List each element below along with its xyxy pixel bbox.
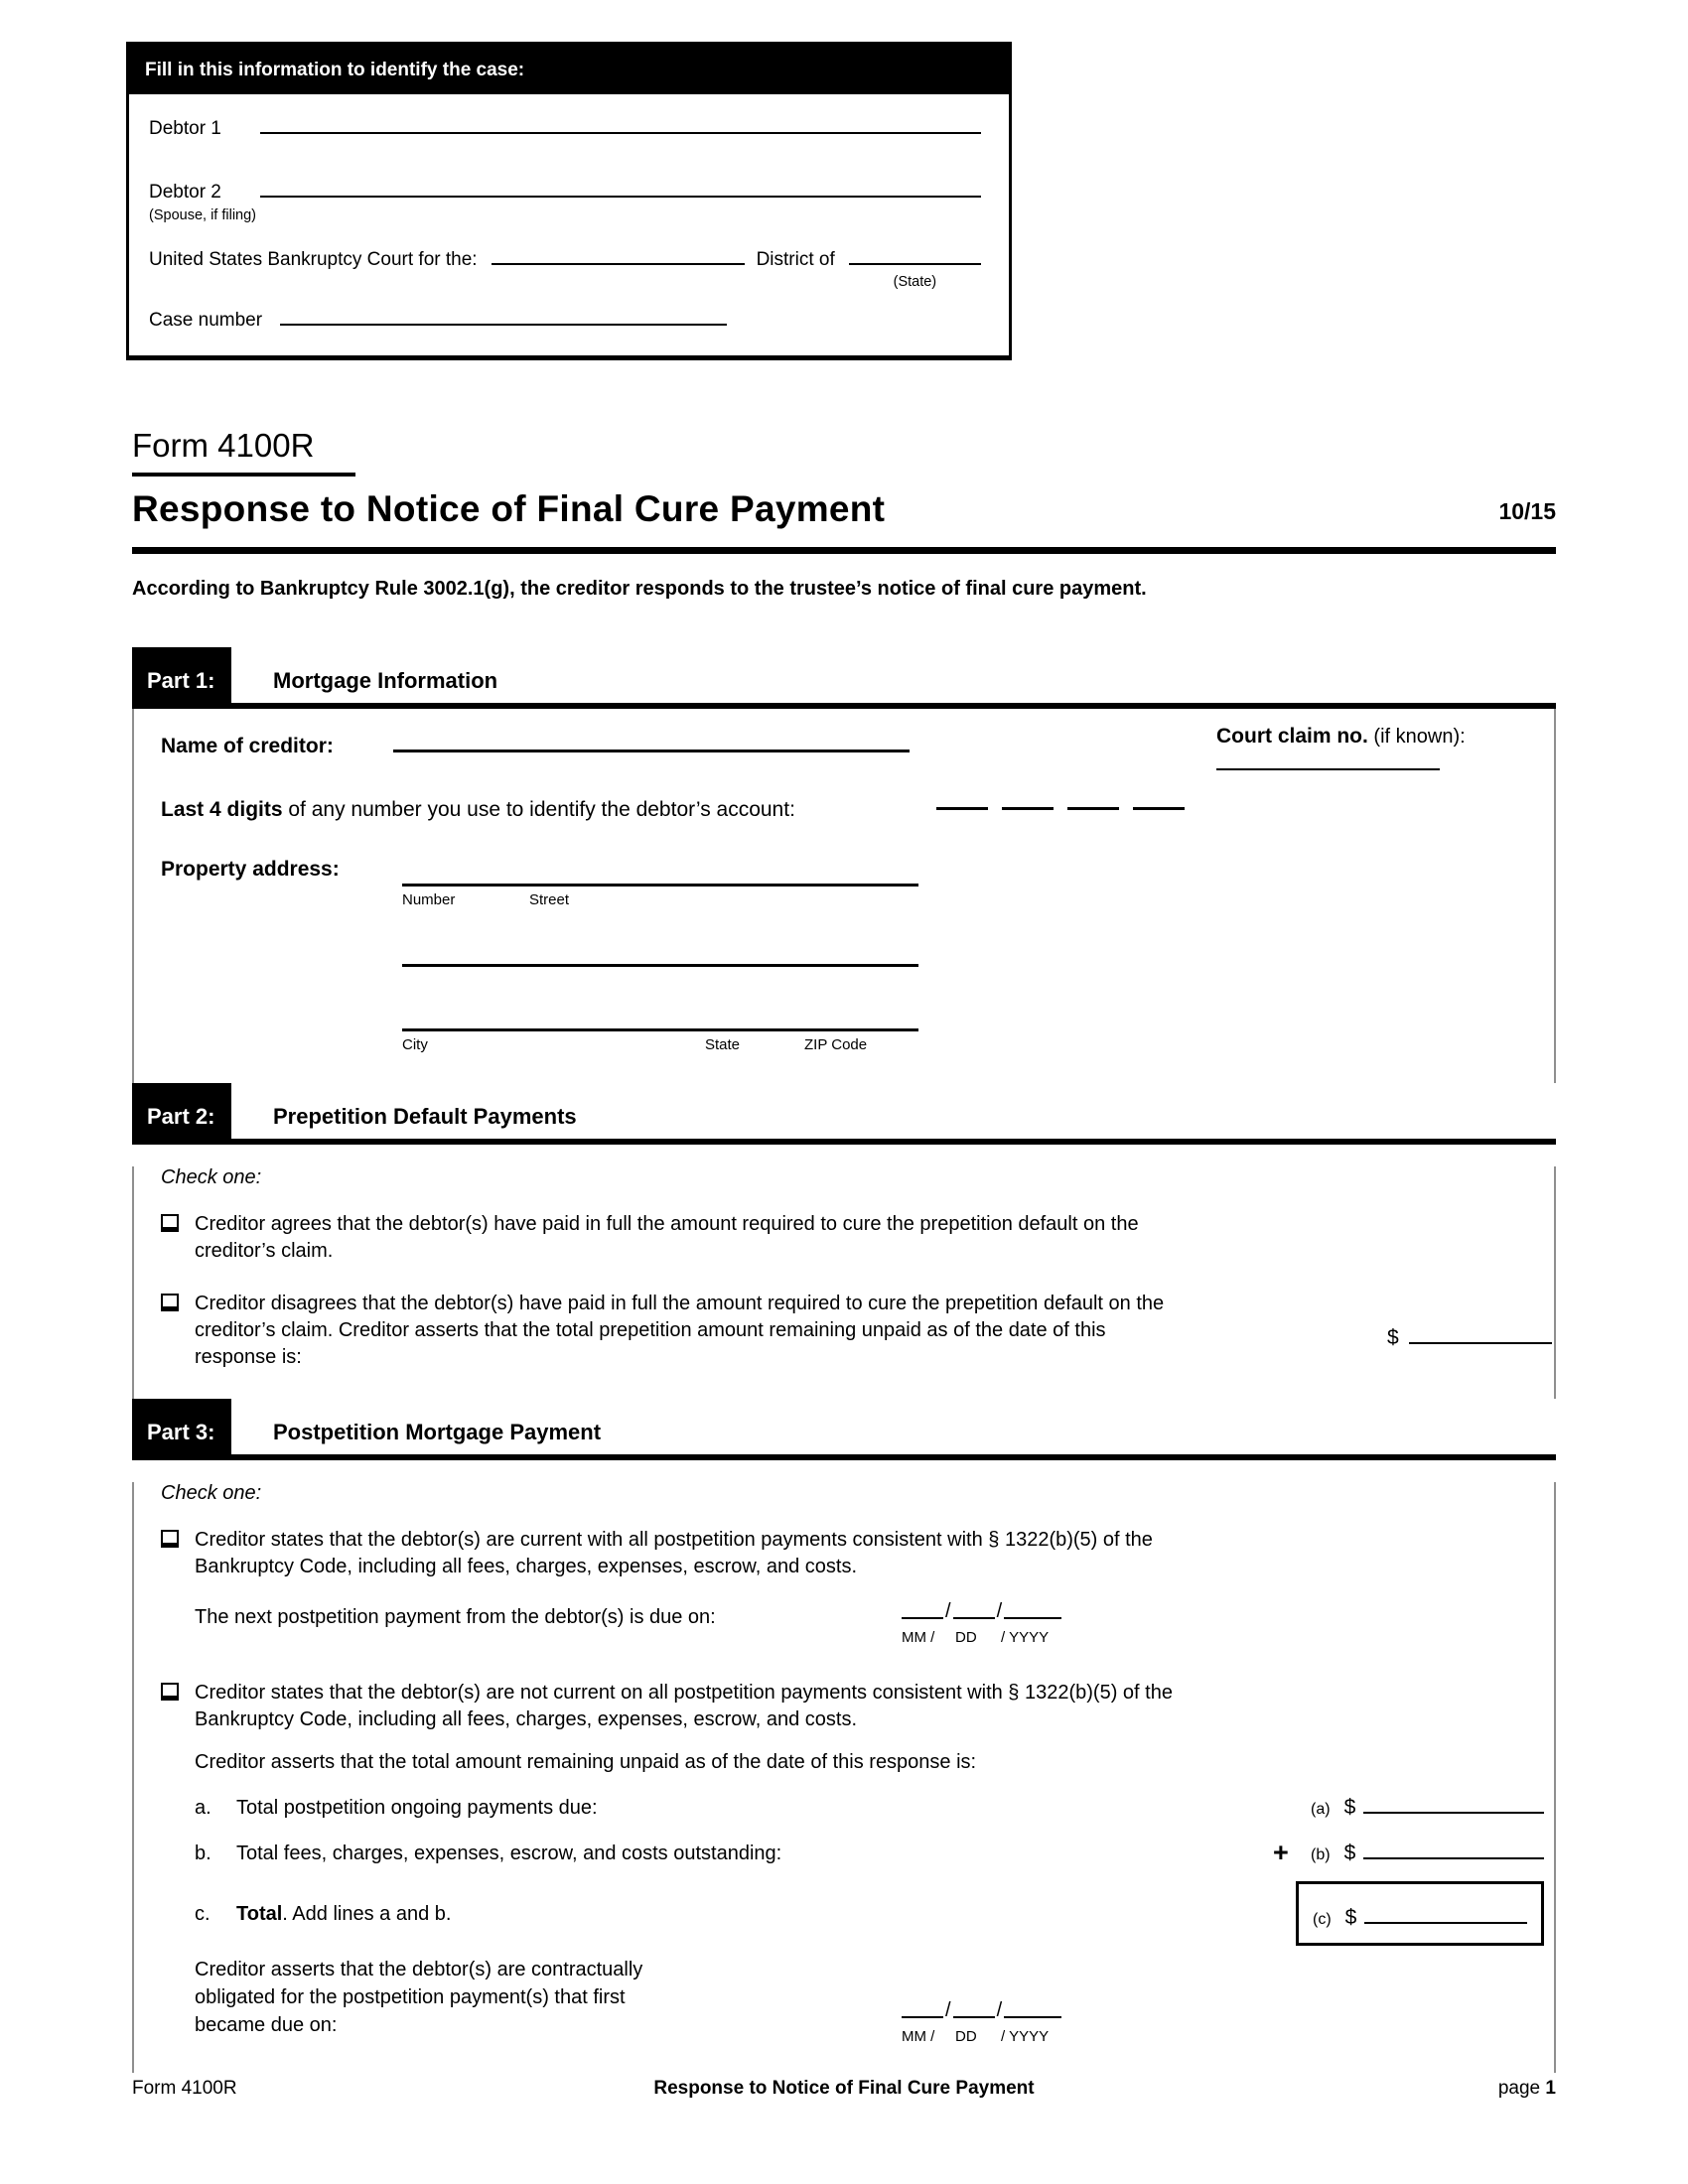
prepetition-amount-input-line[interactable] [1409, 1342, 1552, 1344]
agree-checkbox[interactable] [161, 1214, 179, 1232]
footer-page-word: page [1497, 2078, 1541, 2099]
line-c-rest: . Add lines a and b. [282, 1903, 452, 1925]
dollar-sign-b: $ [1343, 1842, 1356, 1864]
dd-caption: DD [955, 1629, 977, 1646]
dollar-sign-a: $ [1343, 1796, 1356, 1819]
yyyy-caption: / YYYY [1001, 1629, 1050, 1646]
debtor1-label: Debtor 1 [149, 118, 221, 139]
date-slash3: / [945, 1999, 951, 2021]
part2-option-disagree-row [161, 1291, 1554, 1371]
contractual-row [195, 1956, 1554, 2073]
debtor2-input-line[interactable] [260, 196, 981, 198]
state-sublabel: (State) [893, 274, 937, 290]
debtor2-sublabel: (Spouse, if filing) [149, 207, 256, 223]
date-caption2 [902, 2028, 1061, 2045]
creditor-name-input-line[interactable] [393, 750, 910, 752]
court-claim-block [1216, 725, 1466, 770]
part2-body [132, 1166, 1556, 1399]
amount-b-field [1273, 1838, 1544, 1867]
date-slash2: / [996, 1600, 1003, 1622]
agree-option-text: Creditor agrees that the debtor(s) have paid in full the amount required to cure the prepetition default on the creditor’s claim. [195, 1213, 1139, 1262]
date-blanks2 [902, 2001, 1061, 2024]
tag-a: (a) [1311, 1801, 1331, 1818]
part3-check-one: Check one: [161, 1482, 262, 1504]
part2-label: Part 2: [132, 1083, 231, 1139]
part3-label: Part 3: [132, 1399, 231, 1454]
debtor1-row [149, 118, 981, 140]
yyyy-caption2: / YYYY [1001, 2028, 1050, 2045]
first-due-date-field [902, 2001, 1061, 2045]
disagree-option-text: Creditor disagrees that the debtor(s) have paid in full the amount required to cure the prepetition default on the creditor’s claim. Creditor asserts that the total prepetition amount remaining unpaid as of the date of this response is: [195, 1293, 1165, 1368]
district-label: District of [756, 249, 835, 270]
city-state-zip-input-line[interactable] [402, 1028, 918, 1031]
court-claim-suffix: (if known): [1367, 726, 1466, 748]
month-input-line2[interactable] [902, 2016, 943, 2018]
street-sublabels [402, 891, 918, 908]
zip-sublabel: ZIP Code [804, 1036, 868, 1053]
part3-option-current-row [161, 1527, 1554, 1580]
contractual-label: Creditor asserts that the debtor(s) are contractually obligated for the postpetition payment(s) that first became due on: [195, 1959, 643, 2036]
court-name-input-line[interactable] [492, 263, 745, 265]
intro-text: According to Bankruptcy Rule 3002.1(g), the creditor responds to the trustee’s notice of final cure payment. [132, 578, 1147, 600]
part3-option-not-current-row [161, 1680, 1554, 1733]
part2-check-one: Check one: [161, 1166, 262, 1188]
form-parts [132, 647, 1556, 2073]
address-line2-input-line[interactable] [402, 964, 918, 967]
address-fields [402, 858, 918, 1053]
district-input-line[interactable] [849, 263, 981, 265]
next-payment-date-field [902, 1602, 1061, 1646]
amount-a-field [1311, 1796, 1544, 1820]
date-slash4: / [996, 1999, 1003, 2021]
dollar-sign-c: $ [1344, 1906, 1357, 1929]
amount-b-input-line[interactable] [1363, 1857, 1544, 1859]
case-number-input-line[interactable] [280, 324, 727, 326]
last4-row [161, 798, 1554, 822]
city-sublabel: City [402, 1036, 428, 1053]
tag-c: (c) [1313, 1911, 1332, 1928]
footer-title: Response to Notice of Final Cure Payment [653, 2078, 1035, 2099]
part1-header [132, 647, 1556, 709]
last4-label-bold: Last 4 digits [161, 798, 283, 821]
digit4-input-line[interactable] [1133, 807, 1185, 810]
case-box-header: Fill in this information to identify the case: [129, 45, 1009, 94]
title-rule [132, 547, 1556, 554]
footer-page-number: 1 [1545, 2078, 1556, 2099]
dollar-sign: $ [1387, 1326, 1399, 1349]
tag-b: (b) [1311, 1846, 1331, 1863]
creditor-name-label: Name of creditor: [161, 735, 334, 757]
plus-sign: + [1273, 1838, 1289, 1867]
asserts-label: Creditor asserts that the total amount remaining unpaid as of the date of this response is: [195, 1751, 977, 1773]
current-option-text: Creditor states that the debtor(s) are current with all postpetition payments consistent with § 1322(b)(5) of the Bankruptcy Code, including all fees, charges, expenses, escrow, and costs. [195, 1529, 1153, 1577]
part3-heading: Postpetition Mortgage Payment [273, 1420, 602, 1444]
dd-caption2: DD [955, 2028, 977, 2045]
title-row [132, 488, 1556, 530]
part2-option-agree-row [161, 1211, 1554, 1265]
prepetition-amount-field [1387, 1326, 1552, 1350]
part2-heading: Prepetition Default Payments [273, 1104, 577, 1129]
part3-header [132, 1399, 1556, 1460]
mm-caption: MM / [902, 1629, 935, 1646]
version-date: 10/15 [1498, 498, 1556, 524]
disagree-checkbox[interactable] [161, 1294, 179, 1311]
next-payment-row [195, 1600, 1554, 1664]
last4-text [161, 798, 795, 822]
district-state-column [849, 252, 981, 290]
date-blanks [902, 1602, 1061, 1625]
line-c-row [195, 1881, 1544, 1946]
day-input-line2[interactable] [953, 2016, 995, 2018]
date-caption [902, 1629, 1061, 1646]
date-slash: / [945, 1600, 951, 1622]
line-b-text: Total fees, charges, expenses, escrow, and costs outstanding: [236, 1843, 782, 1864]
case-number-row [149, 310, 981, 332]
line-b-letter: b. [195, 1843, 211, 1864]
digit2-input-line[interactable] [1002, 807, 1054, 810]
line-c-total-bold: Total [236, 1903, 283, 1925]
footer-form-id: Form 4100R [132, 2078, 237, 2099]
line-c-letter: c. [195, 1903, 211, 1925]
debtor2-label: Debtor 2 [149, 182, 221, 203]
property-address-block [161, 858, 1554, 1083]
number-sublabel: Number [402, 891, 456, 908]
amount-c-input-line[interactable] [1364, 1922, 1527, 1924]
part1-heading: Mortgage Information [273, 668, 498, 693]
line-a-text: Total postpetition ongoing payments due: [236, 1797, 598, 1819]
street-sublabel: Street [529, 891, 570, 908]
part1-body [132, 709, 1556, 1083]
city-sublabels [402, 1036, 918, 1053]
footer-page [1129, 2078, 1556, 2100]
part1-label: Part 1: [132, 647, 231, 703]
debtor2-row [149, 182, 981, 204]
line-a-letter: a. [195, 1797, 211, 1819]
page-footer [132, 2078, 1556, 2100]
last4-label-rest: of any number you use to identify the debtor’s account: [282, 798, 795, 821]
last4-digit-blanks [922, 813, 1185, 816]
court-claim-input-line[interactable] [1216, 768, 1440, 770]
amount-c-total-box [1296, 1881, 1544, 1946]
not-current-checkbox[interactable] [161, 1683, 179, 1701]
part2-header [132, 1083, 1556, 1145]
mm-caption2: MM / [902, 2028, 935, 2045]
day-input-line[interactable] [953, 1617, 995, 1619]
current-checkbox[interactable] [161, 1530, 179, 1548]
next-payment-label: The next postpetition payment from the debtor(s) is due on: [195, 1606, 716, 1628]
line-c-text [236, 1903, 451, 1926]
page-title: Response to Notice of Final Cure Payment [132, 488, 886, 529]
year-input-line[interactable] [1004, 1617, 1061, 1619]
form-id: Form 4100R [132, 427, 355, 477]
month-input-line[interactable] [902, 1617, 943, 1619]
debtor1-input-line[interactable] [260, 132, 981, 134]
line-b-row [195, 1838, 1544, 1867]
court-claim-label: Court claim no. [1216, 725, 1368, 748]
line-a-row [195, 1796, 1544, 1820]
case-number-label: Case number [149, 310, 263, 331]
part3-body [132, 1482, 1556, 2073]
digit3-input-line[interactable] [1067, 807, 1119, 810]
court-row [149, 249, 981, 290]
amount-a-input-line[interactable] [1363, 1812, 1544, 1814]
court-label: United States Bankruptcy Court for the: [149, 249, 478, 270]
case-box-body [129, 94, 1009, 355]
not-current-option-text: Creditor states that the debtor(s) are not current on all postpetition payments consistent with § 1322(b)(5) of the Bankruptcy Code, including all fees, charges, expenses, escrow, and costs. [195, 1682, 1173, 1730]
street-input-line[interactable] [402, 884, 918, 887]
year-input-line2[interactable] [1004, 2016, 1061, 2018]
state-sublabel2: State [705, 1036, 741, 1053]
property-address-label: Property address: [161, 858, 340, 881]
case-identification-box [126, 42, 1012, 360]
digit1-input-line[interactable] [936, 807, 988, 810]
